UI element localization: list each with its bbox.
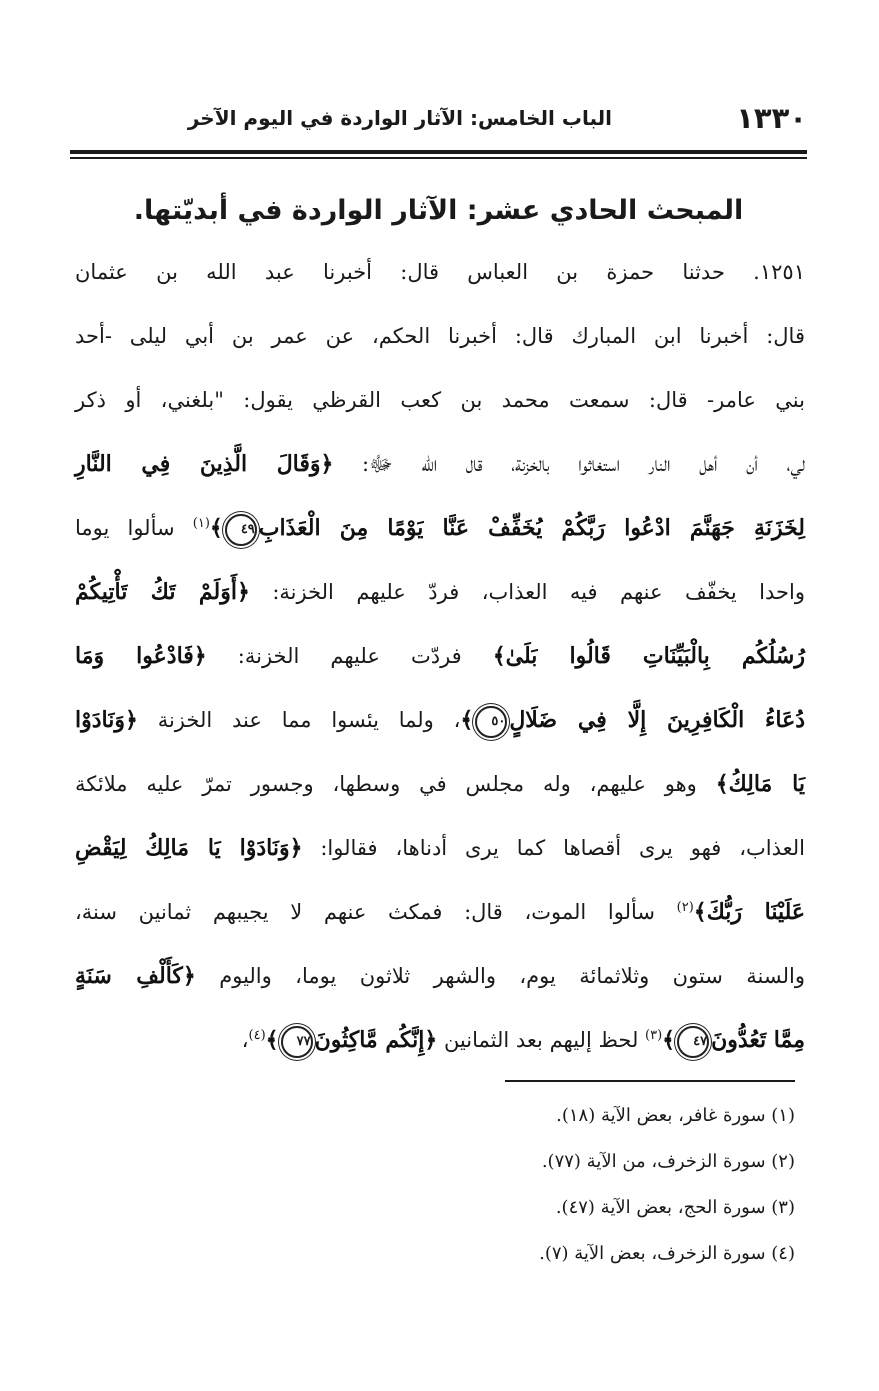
header-rule-thin: [70, 157, 807, 159]
quran-quote: عَلَيْنَا رَبُّكَ﴾: [693, 899, 806, 925]
text-run: ١٢٥١. حدثنا حمزة بن العباس قال: أخبرنا عبد الله بن عثمان: [75, 260, 805, 284]
ayah-number-marker: ٥٠: [475, 706, 507, 738]
text-line: [75, 562, 805, 622]
quran-quote: ﴿إِنَّكُم مَّاكِثُونَ: [314, 1027, 438, 1053]
ayah-number-marker: ٤٧: [677, 1026, 709, 1058]
text-line: [75, 690, 805, 750]
quran-quote: ﴿وَقَالَ الَّذِينَ فِي النَّارِ: [75, 451, 334, 477]
text-run: ، ولما يئسوا مما عند الخزنة: [137, 708, 461, 732]
footnote-reference: (٤): [248, 1028, 266, 1043]
text-line: [75, 498, 805, 558]
footnote: (٢) سورة الزخرف، من الآية (٧٧).: [541, 1151, 795, 1172]
section-heading: [70, 186, 807, 236]
text-run: وهو عليهم، وله مجلس في وسطها، وجسور تمرّ عليه ملائكة: [75, 772, 716, 796]
text-run: واحدا يخفّف عنهم فيه العذاب، فردّ عليهم الخزنة:: [249, 580, 805, 604]
text-line: [75, 946, 805, 1006]
text-run: بني عامر- قال: سمعت محمد بن كعب القرظي يقول: "بلغني، أو ذكر: [75, 388, 805, 412]
quran-quote: يَا مَالِكُ﴾: [715, 771, 805, 797]
text-line: [75, 818, 805, 878]
footnote-reference: (١): [192, 516, 210, 531]
page-number: ١٣٣٠: [736, 101, 807, 135]
footnote: (٤) سورة الزخرف، بعض الآية (٧).: [539, 1243, 795, 1264]
text-line: [75, 242, 805, 302]
text-run: العذاب، فهو يرى أقصاها كما يرى أدناها، فقالوا:: [302, 836, 805, 860]
ayah-number-marker: ٧٧: [281, 1026, 313, 1058]
text-line: [75, 754, 805, 814]
quran-quote: ﴾: [662, 1027, 676, 1053]
text-line: [75, 306, 805, 366]
text-line: [75, 882, 805, 942]
quran-quote: ﴾: [265, 1027, 279, 1053]
footnote-reference: (٢): [676, 900, 694, 915]
running-head: [70, 98, 807, 144]
text-run: فردّت عليهم الخزنة:: [206, 644, 493, 668]
footnote: (٣) سورة الحج، بعض الآية (٤٧).: [555, 1197, 795, 1218]
text-run: لي، أن أهل النار استغاثوا بالخزنة، قال الله ﷻ:: [333, 452, 805, 476]
text-line: [75, 626, 805, 686]
text-run: سألوا الموت، قال: فمكث عنهم لا يجيبهم ثمانين سنة،: [75, 900, 677, 924]
text-run: ،: [241, 1028, 249, 1052]
footnote-reference: (٣): [645, 1028, 663, 1043]
quran-quote: ﴿وَنَادَوْا: [75, 707, 138, 733]
running-title: الباب الخامس: الآثار الواردة في اليوم الآخر: [187, 106, 612, 130]
text-line: [75, 1010, 805, 1070]
quran-quote: ﴾: [460, 707, 474, 733]
text-run: سألوا يوما: [75, 516, 193, 540]
quran-quote: ﴿كَأَلْفِ سَنَةٍ: [75, 963, 196, 989]
text-line: [75, 434, 805, 494]
quran-quote: دُعَاءُ الْكَافِرِينَ إِلَّا فِي ضَلَالٍ: [509, 707, 806, 733]
footnote: (١) سورة غافر، بعض الآية (١٨).: [556, 1105, 795, 1126]
quran-quote: رُسُلُكُم بِالْبَيِّنَاتِ قَالُوا بَلَىٰ﴾: [492, 643, 805, 669]
section-title: المبحث الحادي عشر: الآثار الواردة في أبديّتها.: [133, 195, 744, 226]
quran-quote: ﴾: [209, 515, 223, 541]
ayah-number-marker: ٤٩: [225, 514, 257, 546]
text-run: والسنة ستون وثلاثمائة يوم، والشهر ثلاثون يوما، واليوم: [195, 964, 805, 988]
quran-quote: ﴿وَنَادَوْا يَا مَالِكُ لِيَقْضِ: [75, 835, 303, 861]
quran-quote: ﴿فَادْعُوا وَمَا: [75, 643, 207, 669]
text-line: [75, 370, 805, 430]
text-run: لحظ إليهم بعد الثمانين: [437, 1028, 646, 1052]
quran-quote: لِخَزَنَةِ جَهَنَّمَ ادْعُوا رَبَّكُمْ يُخَفِّفْ عَنَّا يَوْمًا مِنَ الْعَذَابِ: [258, 515, 805, 541]
quran-quote: مِمَّا تَعُدُّونَ: [711, 1027, 805, 1053]
footnote-separator: [505, 1080, 795, 1082]
quran-quote: ﴿أَوَلَمْ تَكُ تَأْتِيكُمْ: [75, 579, 250, 605]
text-run: قال: أخبرنا ابن المبارك قال: أخبرنا الحكم، عن عمر بن أبي ليلى -أحد: [75, 324, 805, 348]
header-rule-thick: [70, 150, 807, 154]
